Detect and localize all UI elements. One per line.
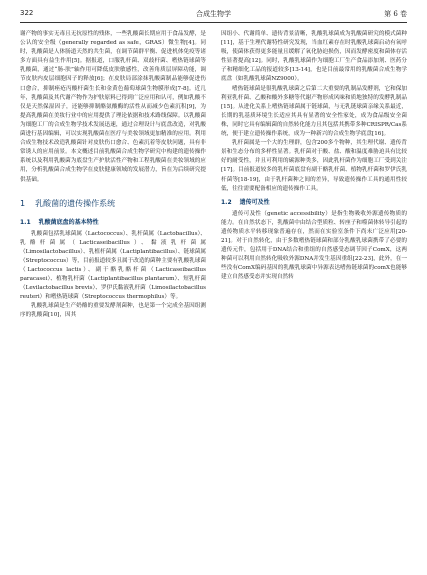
page-number: 322 [20,9,34,17]
lactobacillus-paragraph: 乳杆菌属是一个大的生理群，包含200多个物种，其生理代谢、遗传背景和生态分布的多样性显著。乳杆菌对于酸、盐、酸和温度难胁迫具有比较好的耐受性，并且可利用的碳源种类多，因此乳杆菌作为细胞工厂受到关注[17]。目前报道较多的乳杆菌底盘有副干酪乳杆菌、植物乳杆菌和罗伊氏乳杆菌等[18-19]，由于乳杆菌种之间的差异，导致遗传操作工具的通用性较低，往往需要配备相应的遗传操作工具。 [221,140,407,192]
subsection-title: 遗传可及性 [239,198,270,206]
subsection-title: 乳酸菌底盘的基本特性 [38,218,99,226]
species-paragraph: 乳酸菌包括乳球菌属（Lactococcus）、乳杆菌属（Lactobacillus）、乳酪杆菌属（Lacticaseibacillus）、黏液乳杆菌属（Limosilactobacillus）、乳植杆菌属（Lactiplantibacillus）、链球菌属（Streptococcus）等，目前报道较多且属于改造的菌种主要有乳酸乳球菌（Lactococcus lactis）、副干酪乳酪杆菌（Lacticaseibacillus paracasei）、植物乳杆菌（Lactiplantibacillus plantarum）、短乳杆菌（Levilactobacillus brevis）、罗伊氏黏液乳杆菌（Limosilactobacillus reuteri）和嗜热链球菌（Streptococcus thermophilus）等。 [20,230,206,301]
section-number: 1 [20,198,26,208]
page-header [20,9,407,21]
subsection-heading-1-1 [20,218,206,227]
subsection-number: 1.1 [20,218,31,226]
lactococcus-paragraph: 乳酸乳球菌是生产奶酪的重要发酵剂菌种，也是第一个完成全基因组测序的乳酸菌[10]，因其 [20,303,206,319]
intro-paragraph: 谢产物的事实无毒且无抗原性的残体，一些乳酸菌长期应用于食品发酵，是公认的安全级（generally regarded as safe，GRAS）微生物[4]。同时，乳酸菌是人体肠道天然的共生菌，在调节菌群平衡、促进机体免疫等诸多方面具有益生作用[5]。据报道，口服乳杆菌、双歧杆菌、嗜热链球菌等乳酸菌，通过“肠-肤”轴作用可降低皮肤敏感性，改善角质层屏障功能，调节皮肤内皮层细胞因子的释放[6]；在皮肤局部涂抹乳酸菌制品能够促进伤口愈合，抑制痤疮丙酸杆菌生长和金黄色葡萄球菌生物膜形成[7-8]。近几年，乳酸菌及其代谢产物作为护肤原料已得到广泛应用和认可，例如乳酸不仅是天然保湿因子，还能够抑制酪氨酸酶的活性从而减少色素沉积[9]，为提高乳酸菌在美妆行业中的应用提供了理论依据和技术路线保障。以乳酸菌为细胞工厂的合成生物学技术发展迅速，通过合理设计与底盘改造，对乳酸菌进行基因编辑，可以实现乳酸菌在医疗与美妆领域更加精准的应用。利用合成生物技术改造乳酸菌针对皮肤伤口愈合、色素沉着等皮肤问题，具有非常诱人的应用前景。本文概述目前乳酸菌合成生物学研究中构建的遗传操作系统以及利用乳酸菌为底盘生产护肤活性产物和工程乳酸菌在美妆领域的应用，分析乳酸菌合成生物学在皮肤健康领域的发展潜力，旨在为后续研究提供基础。 [20,31,206,183]
subsection-number: 1.2 [221,198,232,206]
streptococcus-paragraph: 嗜热链球菌是很乳酸乳球菌之后第二大重要的乳制品发酵剂，它和保加利亚乳杆菌、乙酸和酸外多糖等代谢产物形成风味和质地独特的发酵乳制品[15]。从进化关系上嗜热链球菌属于链球菌，与无乳链球菌亲缘关系最近，长期的乳基质环境生长适应其具有显著的安全性家处，成为食品级安全菌株，同时它具有编辑菌的自然转化能力且其包括其携带多种CRISPR/Cas系统，便于建立遗传操作系统，成为一种新兴的合成生物学底盘[16]。 [221,85,407,138]
journal-name: 合成生物学 [196,10,231,18]
header-rule [20,22,407,23]
section-title: 乳酸菌的遗传操作系统 [35,198,116,208]
right-column [221,30,407,282]
accessibility-paragraph: 遗传可及性（genetic accessibility）是指生物吸收外源遗传物质的能力。在自然状态下，乳酸菌中由结合型质粒、转座子和噬菌体转导引起的遗传物质水平转移现象普遍存在，然而在实验室条件下尚未广泛应用[20-21]。对于自然转化，由于多数嗜热链球菌和部分乳酸乳球菌携带了必要的遗传元件，包括用于DNA结合和重组的自然感受态调节因子ComX，这两种菌可以利用自然转化吸收外源DNA并发生基因重组[22-23]，此外，在一些没有ComX编码基因的乳酸乳球菌中异源表达嗜热链球菌的comX也能够建立自然感受态并实现自然转 [221,210,407,281]
model-strain-paragraph: 因组小、代谢简单、遗传背景清晰，乳酸乳球菌成为乳酸菌研究的模式菌种[11]，基于生理代谢特性研究发现，当血红素存在时乳酸乳球菌启动有氧呼吸，使菌体获得更多能量且缓解了氧化胁迫损伤，因而发酵密度和菌体存活性显著提高[12]。同时，乳酸乳球菌作为细胞工厂生产食品添加剂、医药分子和精细化工品的报道较多[13-14]，也是目前最常用的乳酸菌合成生物学底盘（如乳酸乳球菌NZ9000）。 [221,31,407,83]
subsection-heading-1-2 [221,198,407,207]
section-heading-1 [20,198,206,209]
issue-label: 第 6 卷 [384,10,407,18]
left-column [20,30,206,321]
